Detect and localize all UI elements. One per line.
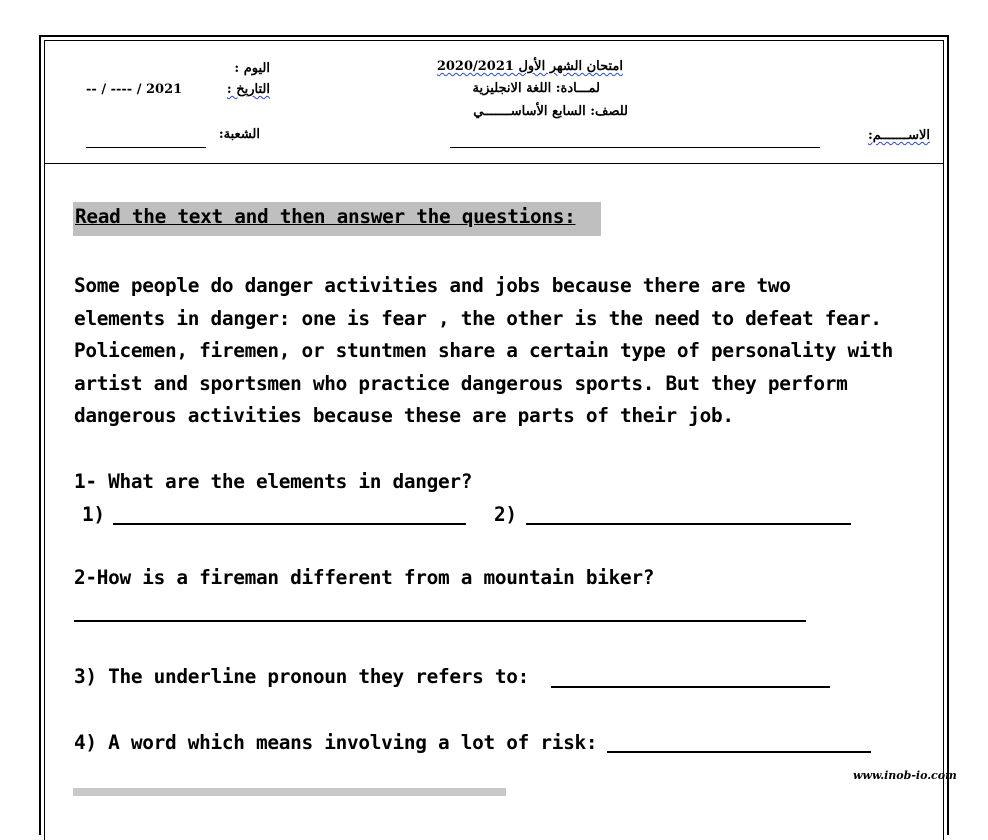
name-label: الاســـــــم: bbox=[867, 128, 930, 143]
instructions-title: Read the text and then answer the questions: bbox=[75, 205, 576, 228]
date-value: -- / ---- / 2021 bbox=[86, 82, 183, 97]
question-1: 1- What are the elements in danger? bbox=[74, 470, 473, 493]
q1-answer-blank-1[interactable] bbox=[113, 523, 466, 525]
q4-answer-blank[interactable] bbox=[607, 751, 871, 753]
passage-line: dangerous activities because these are parts of their job. bbox=[74, 404, 734, 427]
q1-answer-blank-2[interactable] bbox=[526, 523, 851, 525]
name-blank[interactable] bbox=[450, 147, 820, 148]
grade-label: للصف: السابع الأساســـــــي bbox=[473, 104, 628, 119]
passage-line: Some people do danger activities and jobs because there are two bbox=[74, 274, 791, 297]
passage-line: elements in danger: one is fear , the other is the need to defeat fear. bbox=[74, 306, 882, 330]
q1-blank1-label: 1) bbox=[82, 503, 105, 526]
date-label: التاريخ : bbox=[226, 82, 270, 97]
passage-line: Policemen, firemen, or stuntmen share a certain type of personality with bbox=[74, 339, 893, 362]
question-2: 2-How is a fireman different from a mountain biker? bbox=[74, 566, 655, 589]
passage-line: artist and sportsmen who practice dangerous sports. But they perform bbox=[74, 371, 848, 395]
site-watermark: www.inob-io.com bbox=[853, 769, 957, 782]
day-label: اليوم : bbox=[234, 61, 270, 76]
page-border-inner bbox=[44, 40, 944, 840]
q2-answer-blank[interactable] bbox=[74, 620, 806, 622]
q1-blank2-label: 2) bbox=[494, 503, 517, 526]
section-label: الشعبة: bbox=[218, 127, 260, 142]
question-3: 3) The underline pronoun they refers to: bbox=[74, 665, 529, 688]
reading-passage bbox=[74, 270, 893, 433]
subject-label: لمـــادة: اللغة الانجليزية bbox=[472, 81, 600, 96]
next-section-highlight bbox=[73, 788, 506, 796]
header-divider bbox=[44, 163, 944, 164]
exam-title: امتحان الشهر الأول 2020/2021 bbox=[436, 59, 623, 74]
section-blank[interactable] bbox=[86, 147, 206, 148]
question-4: 4) A word which means involving a lot of risk: bbox=[74, 731, 598, 754]
q3-answer-blank[interactable] bbox=[551, 686, 830, 688]
